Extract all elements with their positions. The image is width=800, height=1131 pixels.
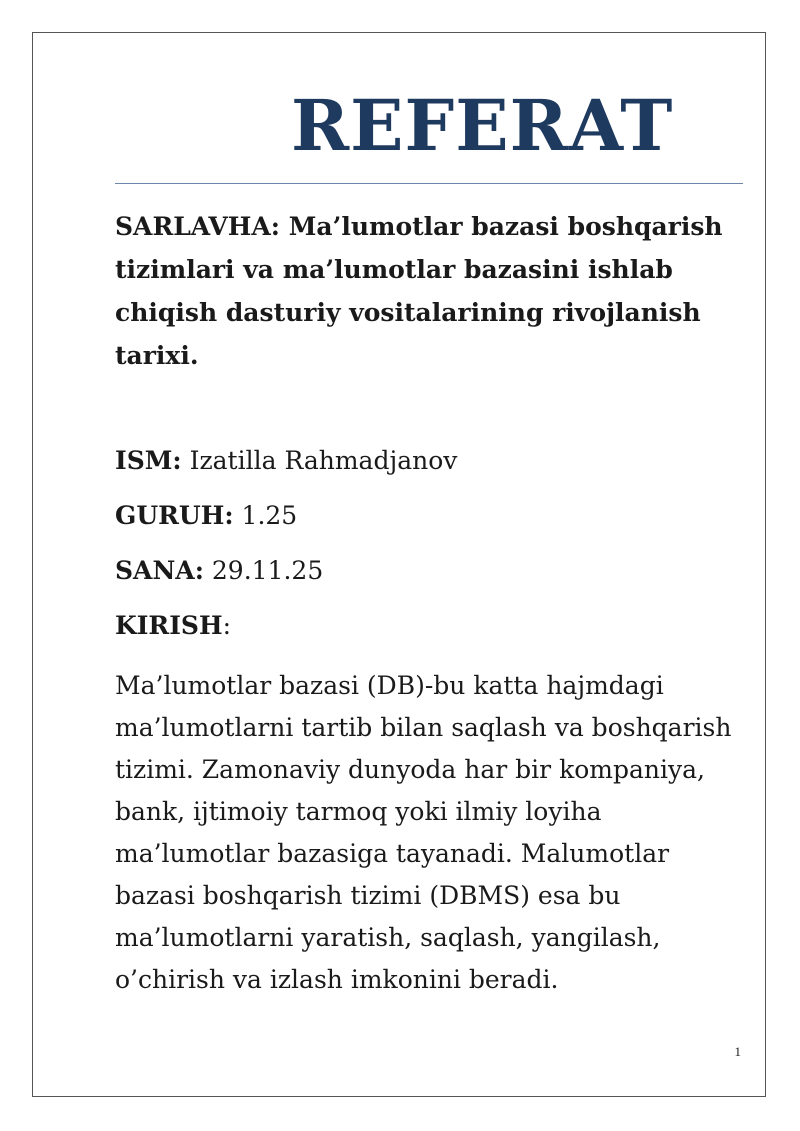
- group-value: 1.25: [241, 501, 298, 530]
- topic-label: SARLAVHA:: [115, 212, 281, 241]
- topic-heading: [115, 205, 743, 377]
- group-label: GURUH:: [115, 501, 234, 530]
- intro-colon: :: [222, 611, 232, 640]
- name-label: ISM:: [115, 446, 182, 475]
- document-title: REFERAT: [291, 84, 674, 167]
- title-divider: [115, 183, 743, 184]
- date-field: [115, 556, 323, 586]
- date-value: 29.11.25: [211, 556, 324, 585]
- topic-text: Ma’lumotlar bazasi boshqarish tizimlari va ma’lumotlar bazasini ishlab chiqish dasturiy vositalarining rivojlanish tarixi.: [115, 212, 723, 370]
- group-field: [115, 501, 297, 531]
- intro-paragraph: Ma’lumotlar bazasi (DB)-bu katta hajmdagi ma’lumotlarni tartib bilan saqlash va boshqarish tizimi. Zamonaviy dunyoda har bir kompaniya, bank, ijtimoiy tarmoq yoki ilmiy loyiha ma’lumotlar bazasiga tayanadi. Malumotlar bazasi boshqarish tizimi (DBMS) esa bu ma’lumotlarni yaratish, saqlash, yangilash, o’chirish va izlash imkonini beradi.: [115, 671, 732, 994]
- date-label: SANA:: [115, 556, 204, 585]
- page-number: 1: [734, 1044, 741, 1059]
- intro-label: KIRISH: [115, 611, 223, 640]
- name-value: Izatilla Rahmadjanov: [189, 446, 458, 475]
- name-field: [115, 446, 457, 476]
- document-page: [32, 32, 766, 1097]
- intro-heading: [115, 611, 231, 641]
